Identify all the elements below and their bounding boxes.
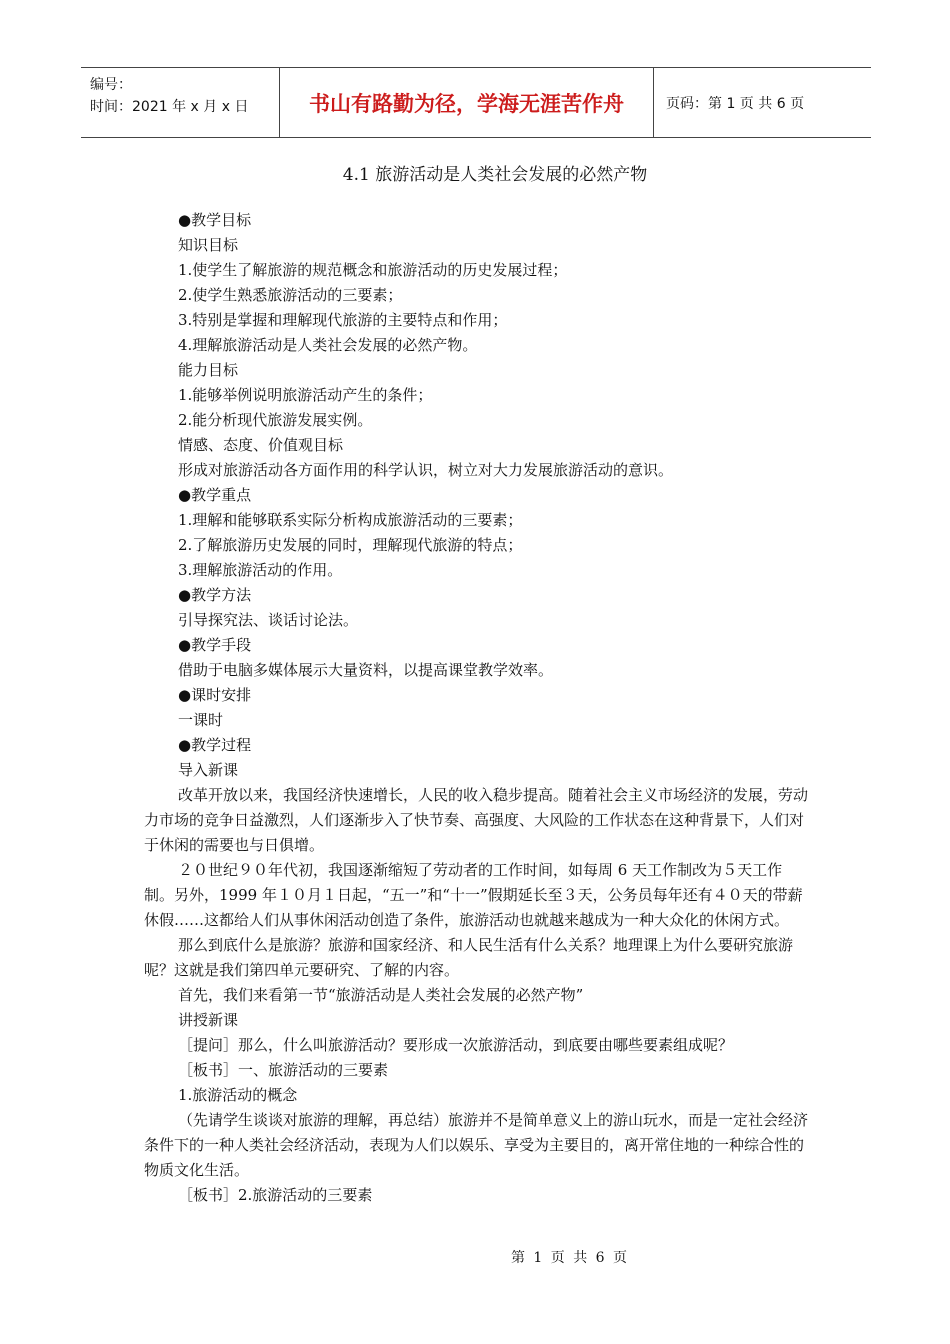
list-item: 1.使学生了解旅游的规范概念和旅游活动的历史发展过程； [178, 261, 568, 279]
text-line: 借助于电脑多媒体展示大量资料，以提高课堂教学效率。 [178, 661, 554, 679]
section-heading: ●教学重点 [178, 486, 252, 504]
paragraph: 改革开放以来，我国经济快速增长，人民的收入稳步提高。随着社会主义市场经济的发展，劳动力市场的竞争日益激烈，人们逐渐步入了快节奏、高强度、大风险的工作状态在这种背景下，人们对于休闲的需要也与日俱增。 [144, 786, 809, 854]
subheading: 讲授新课 [178, 1011, 239, 1029]
subheading: 能力目标 [178, 361, 239, 379]
number-label: 编号： [90, 77, 132, 93]
paragraph: ２０世纪９０年代初，我国逐渐缩短了劳动者的工作时间，如每周 6 天工作制改为５天工作制。另外，1999 年１０月１日起，“五一”和“十一”假期延长至３天，公务员每年还有４０天的带薪休假……这都给人们从事休闲活动创造了条件，旅游活动也就越来越成为一种大众化的休闲方式。 [144, 861, 803, 929]
text-line: 引导探究法、谈话讨论法。 [178, 611, 359, 629]
section-heading: ●教学目标 [178, 211, 252, 229]
date-label: 时间：2021 年 x 月 x 日 [90, 99, 249, 115]
document-header [81, 67, 871, 138]
paragraph: ［板书］一、旅游活动的三要素 [178, 1061, 389, 1079]
text-line: 形成对旅游活动各方面作用的科学认识，树立对大力发展旅游活动的意识。 [178, 461, 674, 479]
list-item: 3.特别是掌握和理解现代旅游的主要特点和作用； [178, 311, 508, 329]
list-item: 4.理解旅游活动是人类社会发展的必然产物。 [178, 336, 478, 354]
section-heading: ●课时安排 [178, 686, 252, 704]
page-footer: 第 1 页 共 6 页 [510, 1250, 630, 1266]
list-item: 2.了解旅游历史发展的同时，理解现代旅游的特点； [178, 536, 523, 554]
list-item: 1.理解和能够联系实际分析构成旅游活动的三要素； [178, 511, 523, 529]
list-item: 3.理解旅游活动的作用。 [178, 561, 343, 579]
subheading: 知识目标 [178, 236, 239, 254]
paragraph: 那么到底什么是旅游？旅游和国家经济、和人民生活有什么关系？地理课上为什么要研究旅游呢？这就是我们第四单元要研究、了解的内容。 [144, 936, 794, 979]
paragraph: ［提问］那么，什么叫旅游活动？要形成一次旅游活动，到底要由哪些要素组成呢？ [178, 1036, 734, 1054]
section-heading: ●教学过程 [178, 736, 252, 754]
subheading: 1.旅游活动的概念 [178, 1086, 298, 1104]
subheading: 导入新课 [178, 761, 239, 779]
header-page-info: 页码：第 1 页 共 6 页 [666, 95, 805, 112]
text-line: 一课时 [178, 711, 224, 729]
paragraph: （先请学生谈谈对旅游的理解，再总结）旅游并不是简单意义上的游山玩水，而是一定社会经济条件下的一种人类社会经济活动，表现为人们以娱乐、享受为主要目的，离开常住地的一种综合性的物质文化生活。 [144, 1111, 809, 1179]
list-item: 2.使学生熟悉旅游活动的三要素； [178, 286, 403, 304]
document-body [144, 208, 809, 1208]
header-meta [81, 68, 279, 137]
section-heading: ●教学方法 [178, 586, 252, 604]
paragraph: ［板书］2.旅游活动的三要素 [178, 1186, 373, 1204]
section-heading: ●教学手段 [178, 636, 252, 654]
list-item: 2.能分析现代旅游发展实例。 [178, 411, 373, 429]
document-title: 4.1 旅游活动是人类社会发展的必然产物 [342, 165, 648, 185]
header-motto: 书山有路勤为径，学海无涯苦作舟 [279, 68, 654, 137]
paragraph: 首先，我们来看第一节“旅游活动是人类社会发展的必然产物” [178, 986, 584, 1004]
list-item: 1.能够举例说明旅游活动产生的条件； [178, 386, 433, 404]
subheading: 情感、态度、价值观目标 [178, 436, 344, 454]
